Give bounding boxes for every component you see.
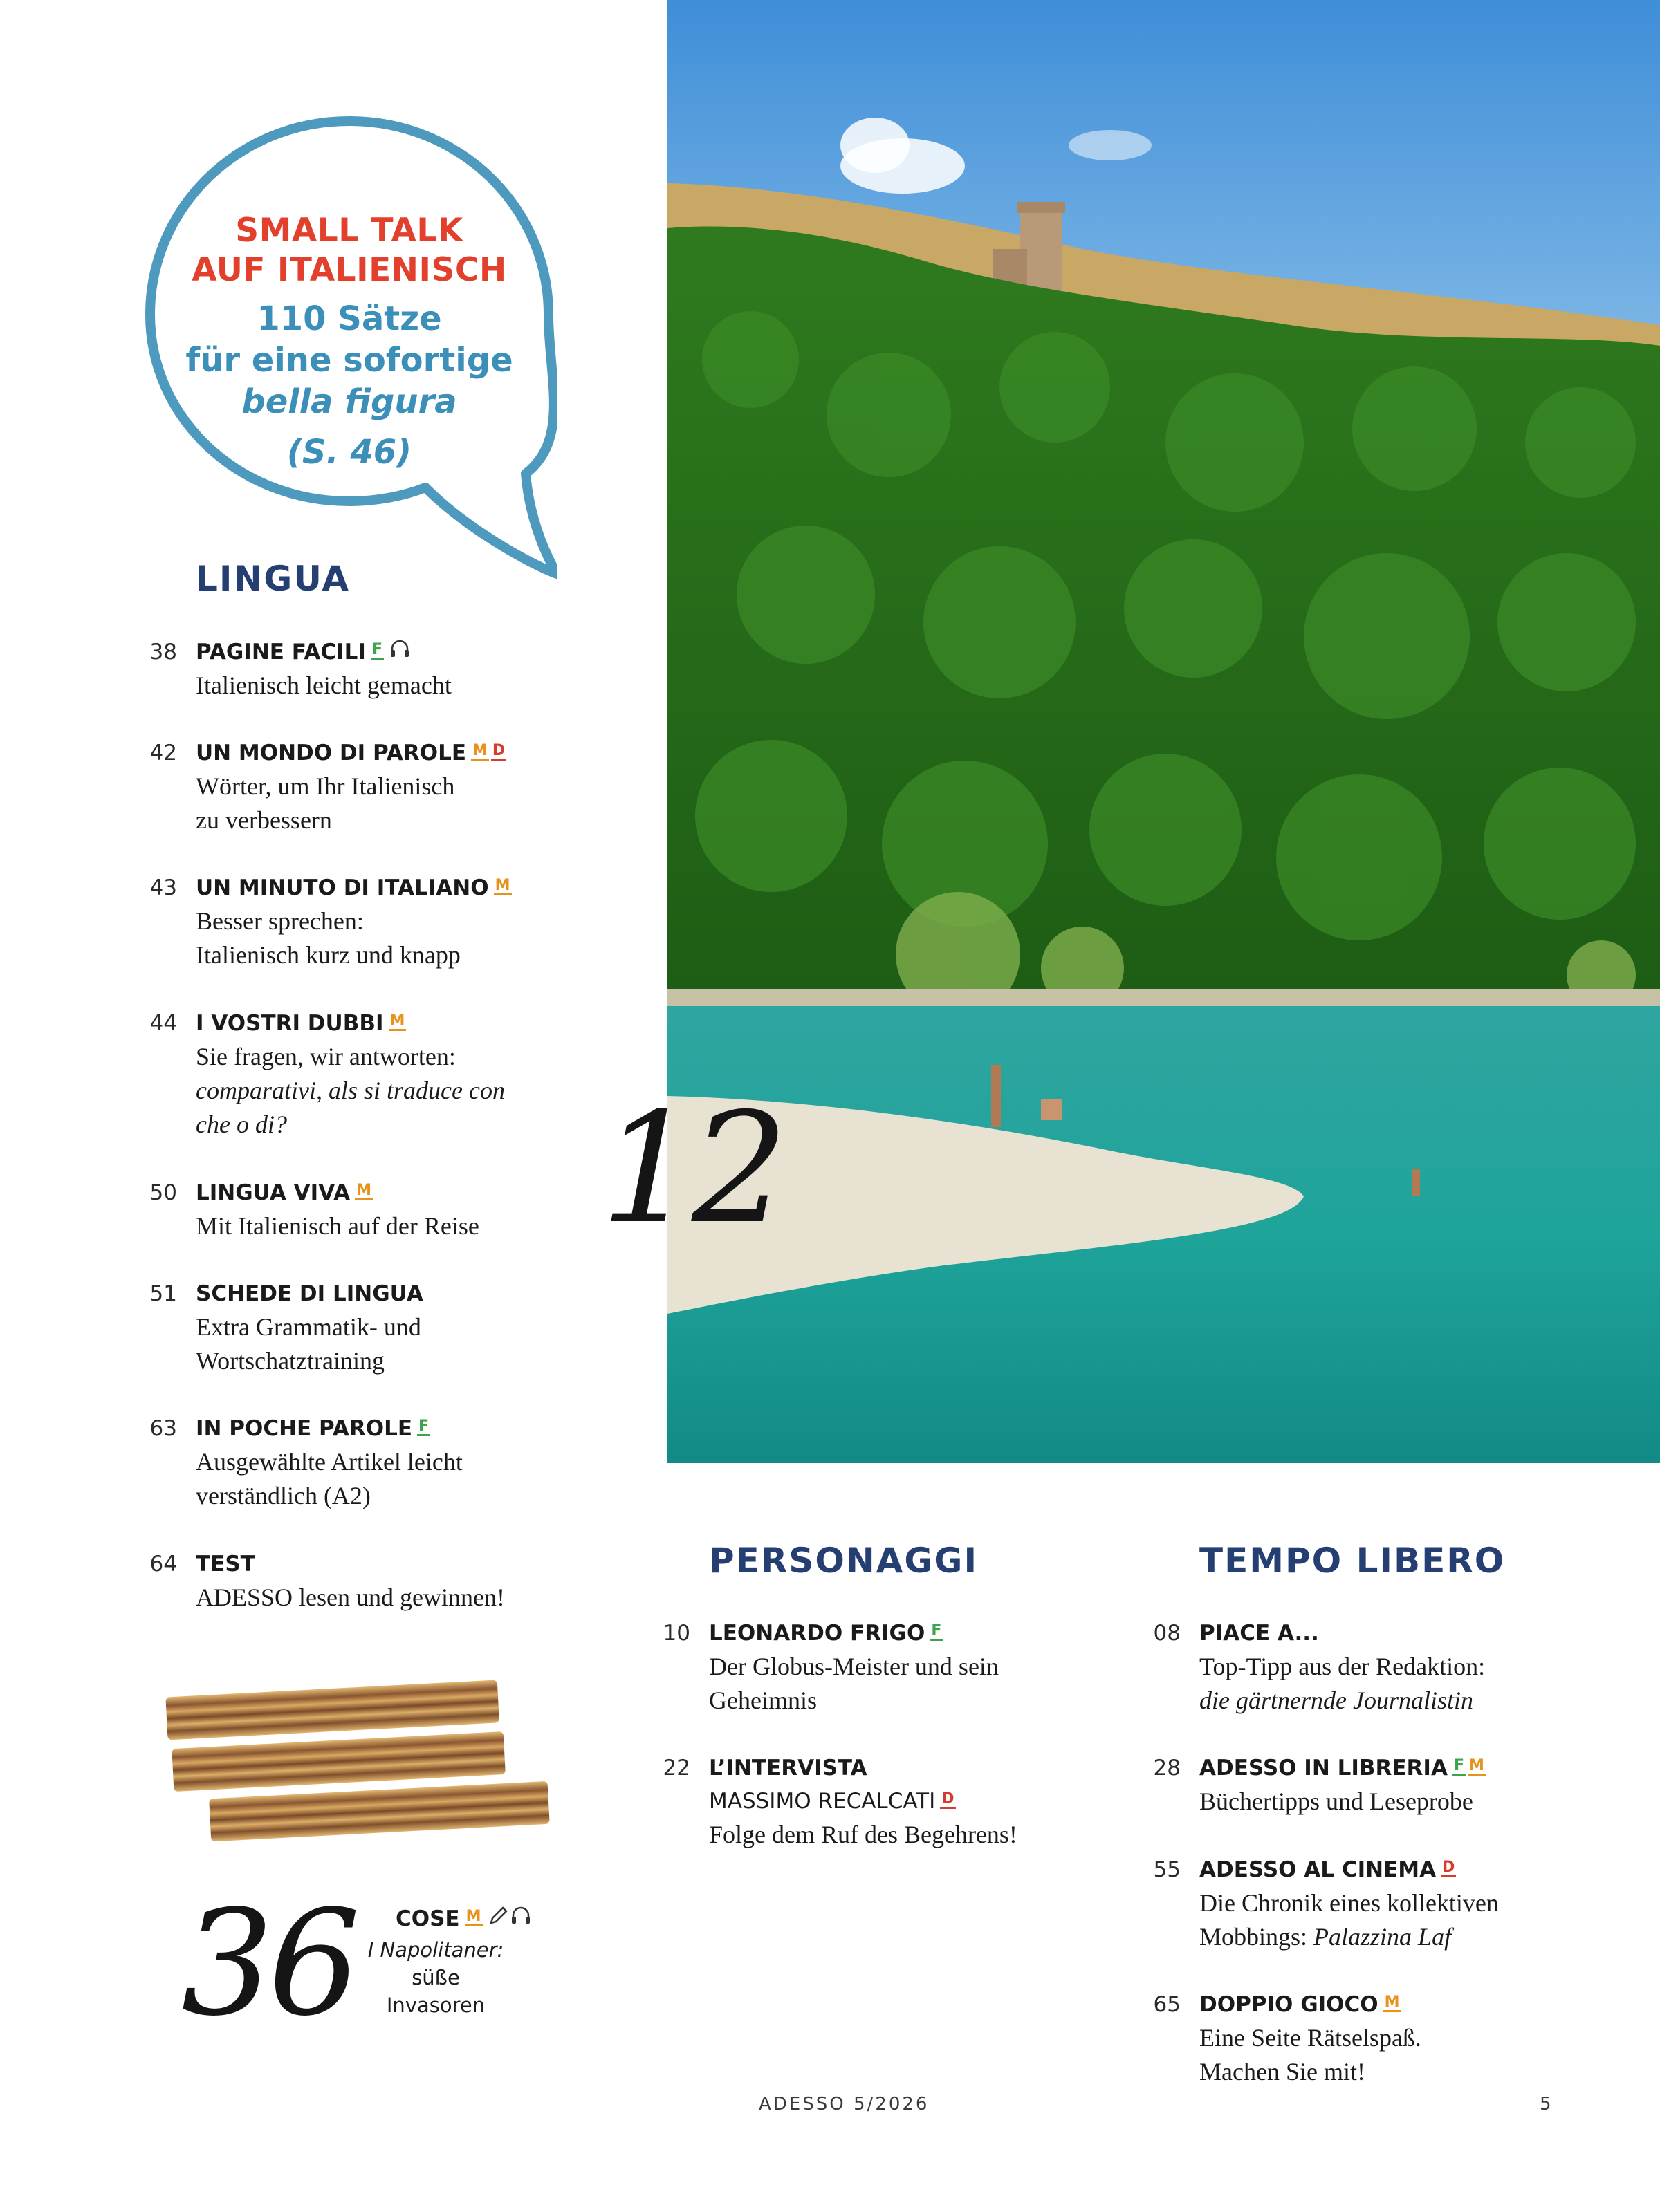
toc-description: Der Globus-Meister und sein xyxy=(709,1653,999,1680)
toc-entry[interactable] xyxy=(1153,1617,1486,1718)
level-badge-f: F xyxy=(931,1621,942,1639)
toc-entry[interactable] xyxy=(149,1007,505,1142)
level-badge-m: M xyxy=(472,741,488,759)
toc-title: IN POCHE PAROLE F xyxy=(196,1416,430,1441)
toc-description: die gärtnernde Journalistin xyxy=(1199,1686,1473,1714)
toc-desc-part: Mobbings: xyxy=(1199,1923,1314,1951)
bubble-page-ref[interactable]: (S. 46) xyxy=(286,433,412,472)
toc-description xyxy=(1199,1920,1499,1954)
toc-description: Machen Sie mit! xyxy=(1199,2058,1365,2085)
level-badge-m: M xyxy=(389,1012,405,1030)
toc-entry[interactable] xyxy=(149,635,452,703)
bubble-title-line2: AUF ITALIENISCH xyxy=(192,251,507,289)
toc-page-number: 51 xyxy=(149,1281,177,1306)
level-badge-m: M xyxy=(1468,1756,1484,1774)
bubble-title-line1: SMALL TALK xyxy=(235,212,463,250)
footer-page-number: 5 xyxy=(1540,2094,1553,2115)
level-badge-d: D xyxy=(492,741,506,759)
toc-title: ADESSO AL CINEMA D xyxy=(1199,1857,1455,1882)
toc-page-number: 10 xyxy=(663,1621,690,1646)
toc-page-number: 43 xyxy=(149,875,177,900)
toc-description: Besser sprechen: xyxy=(196,907,364,935)
toc-entry[interactable] xyxy=(149,736,506,837)
toc-description: Wörter, um Ihr Italienisch xyxy=(196,772,455,800)
toc-page-number: 65 xyxy=(1153,1992,1181,2017)
section-heading-lingua: LINGUA xyxy=(196,559,351,599)
bubble-subtitle-line3: bella figura xyxy=(241,382,457,421)
section-heading-tempo-libero: TEMPO LIBERO xyxy=(1199,1541,1506,1581)
toc-page-number: 38 xyxy=(149,640,177,664)
toc-description: Extra Grammatik- und xyxy=(196,1313,421,1341)
toc-entry[interactable] xyxy=(663,1617,999,1718)
toc-page-number: 55 xyxy=(1153,1857,1181,1882)
toc-desc-film-title: Palazzina Laf xyxy=(1313,1923,1452,1951)
section-heading-personaggi: PERSONAGGI xyxy=(709,1541,979,1581)
headphones-icon xyxy=(510,1906,531,1931)
toc-description: ADESSO lesen und gewinnen! xyxy=(196,1583,505,1611)
toc-entry[interactable] xyxy=(1153,1751,1486,1819)
toc-title: UN MINUTO DI ITALIANO M xyxy=(196,875,510,900)
toc-page-number: 63 xyxy=(149,1416,177,1441)
toc-entry[interactable] xyxy=(1153,1853,1499,1954)
level-badge-m: M xyxy=(1384,1993,1400,2011)
toc-entry[interactable] xyxy=(149,1412,463,1513)
level-badge-f: F xyxy=(418,1417,430,1435)
toc-entry[interactable] xyxy=(149,1176,479,1243)
toc-page-number: 44 xyxy=(149,1011,177,1036)
toc-title: TEST xyxy=(196,1552,255,1577)
toc-page-number: 42 xyxy=(149,741,177,765)
photo-page-number[interactable]: 12 xyxy=(600,1080,783,1257)
toc-description: Folge dem Ruf des Begehrens! xyxy=(709,1821,1017,1848)
level-badge-f: F xyxy=(1453,1756,1464,1774)
bubble-subtitle-line2: für eine sofortige xyxy=(185,341,513,380)
toc-page-number: 50 xyxy=(149,1180,177,1205)
footer-issue: ADESSO 5/2026 xyxy=(759,2094,930,2115)
level-badge-m: M xyxy=(495,876,510,894)
toc-subtitle: MASSIMO RECALCATI D xyxy=(709,1789,954,1814)
toc-description: Italienisch kurz und knapp xyxy=(196,941,461,969)
toc-description: Die Chronik eines kollektiven xyxy=(1199,1889,1499,1917)
toc-entry[interactable] xyxy=(1153,1988,1421,2089)
toc-description: comparativi, als si traduce con xyxy=(196,1077,505,1104)
toc-title: SCHEDE DI LINGUA xyxy=(196,1281,423,1306)
cose-description xyxy=(360,1936,512,2019)
toc-description: Italienisch leicht gemacht xyxy=(196,671,452,699)
level-badge-d: D xyxy=(941,1790,954,1807)
cose-title[interactable]: COSE M xyxy=(396,1906,531,1932)
toc-description: Ausgewählte Artikel leicht xyxy=(196,1448,463,1476)
toc-title: L’INTERVISTA xyxy=(709,1756,867,1781)
toc-description: verständlich (A2) xyxy=(196,1482,371,1509)
toc-title: ADESSO IN LIBRERIA F M xyxy=(1199,1756,1484,1781)
toc-title: PIACE A... xyxy=(1199,1621,1319,1646)
toc-title: LINGUA VIVA M xyxy=(196,1180,371,1205)
level-badge-m: M xyxy=(465,1907,481,1925)
toc-page-number: 64 xyxy=(149,1552,177,1577)
toc-description: Mit Italienisch auf der Reise xyxy=(196,1212,479,1240)
toc-description: che o di? xyxy=(196,1110,287,1138)
cose-desc-line: I Napolitaner: xyxy=(367,1938,504,1962)
toc-entry[interactable] xyxy=(663,1751,1017,1852)
toc-description: Eine Seite Rätselspaß. xyxy=(1199,2024,1421,2052)
cover-photo-lake xyxy=(667,0,1660,1463)
toc-page-number: 28 xyxy=(1153,1756,1181,1781)
pencil-icon xyxy=(488,1905,509,1931)
toc-title: PAGINE FACILI F xyxy=(196,635,452,669)
toc-description: Sie fragen, wir antworten: xyxy=(196,1043,456,1070)
wafer-cookies-image xyxy=(159,1673,560,1860)
level-badge-f: F xyxy=(371,640,382,658)
toc-entry[interactable] xyxy=(149,871,512,972)
toc-description: Büchertipps und Leseprobe xyxy=(1199,1787,1473,1815)
toc-description: zu verbessern xyxy=(196,806,332,834)
cose-desc-line: Invasoren xyxy=(386,1993,486,2017)
level-badge-d: D xyxy=(1442,1858,1455,1876)
toc-entry[interactable] xyxy=(149,1277,423,1378)
toc-title: UN MONDO DI PAROLE M D xyxy=(196,741,506,765)
toc-title: I VOSTRI DUBBI M xyxy=(196,1011,405,1036)
headphones-icon xyxy=(389,635,410,668)
cose-desc-line: süße xyxy=(412,1966,460,1989)
cose-page-number[interactable]: 36 xyxy=(181,1879,356,2048)
level-badge-m: M xyxy=(356,1181,371,1199)
bubble-subtitle-line1: 110 Sätze xyxy=(257,299,442,338)
toc-entry[interactable] xyxy=(149,1548,505,1615)
toc-page-number: 08 xyxy=(1153,1621,1181,1646)
toc-description: Geheimnis xyxy=(709,1686,817,1714)
toc-description: Wortschatztraining xyxy=(196,1347,385,1375)
toc-page-number: 22 xyxy=(663,1756,690,1781)
toc-title: LEONARDO FRIGO F xyxy=(709,1621,942,1646)
toc-title: DOPPIO GIOCO M xyxy=(1199,1992,1400,2017)
toc-description: Top-Tipp aus der Redaktion: xyxy=(1199,1653,1486,1680)
